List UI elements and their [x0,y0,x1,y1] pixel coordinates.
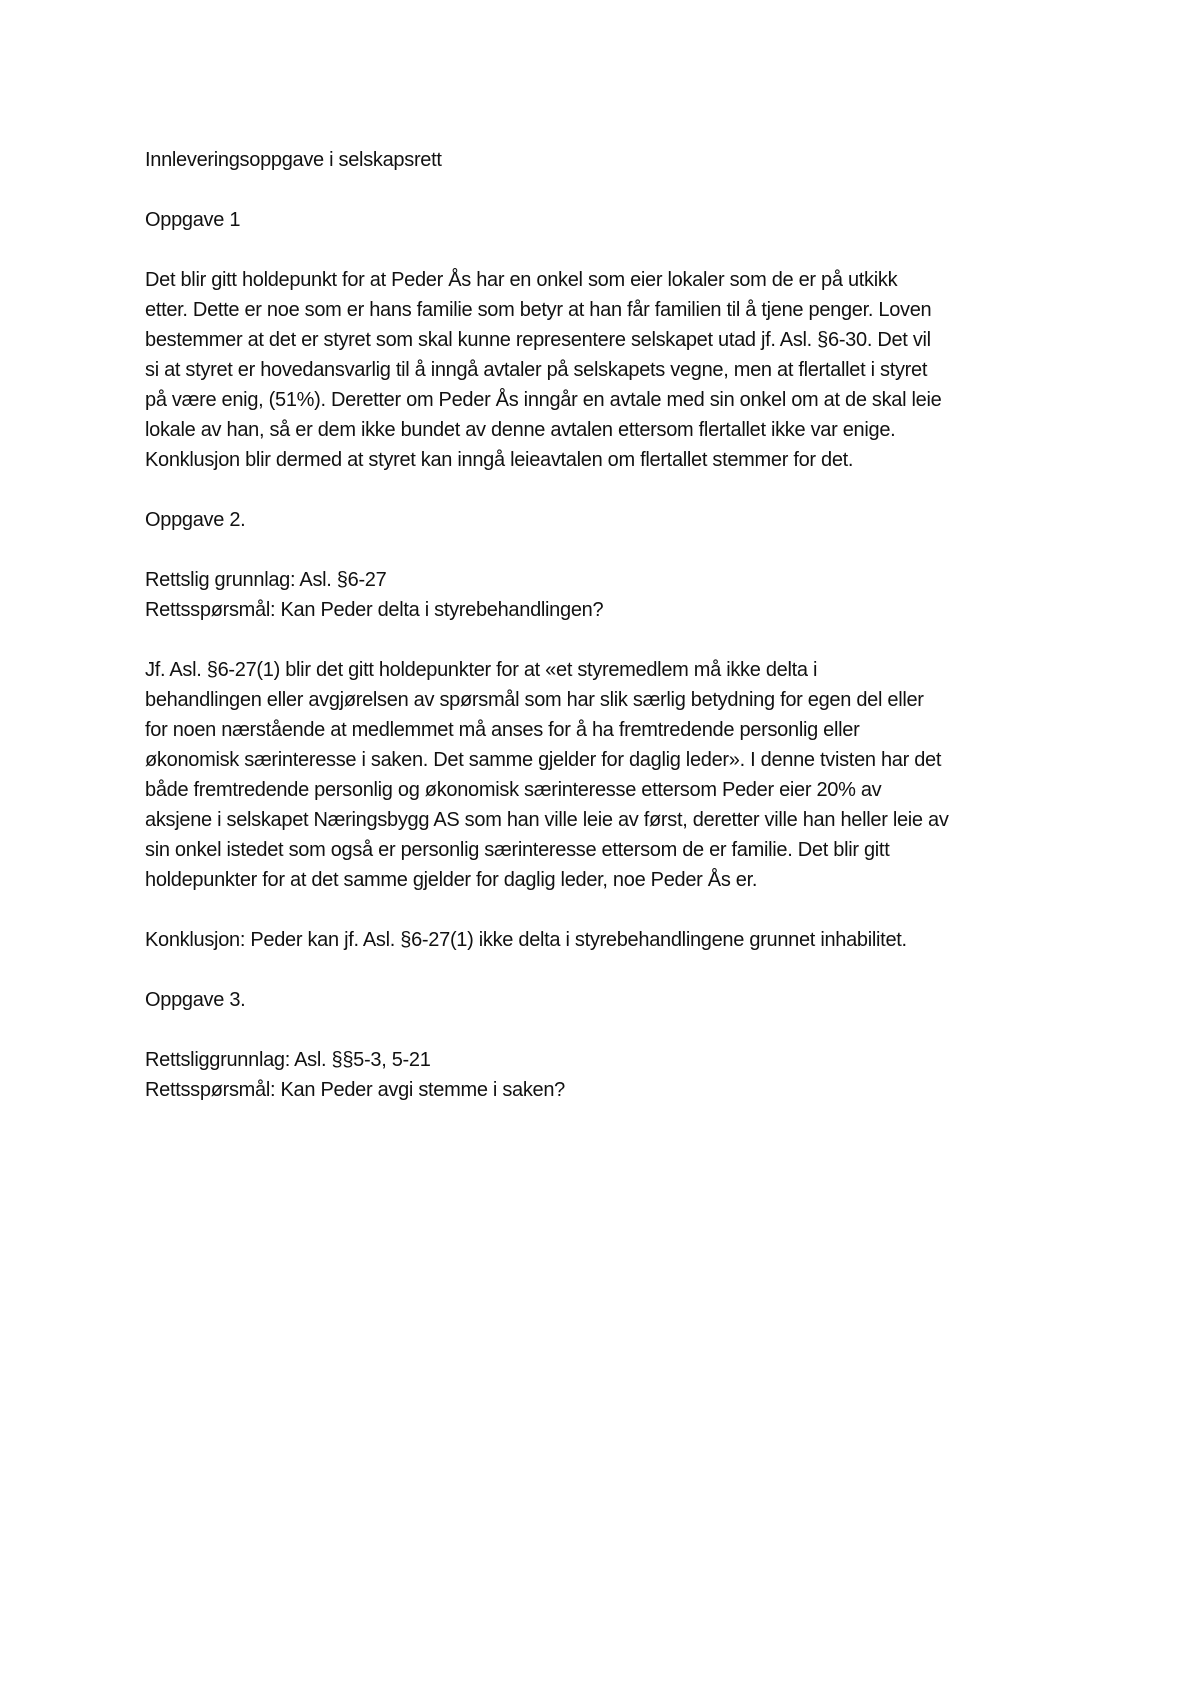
task2-paragraph [145,655,1065,895]
legal-basis: Rettslig grunnlag: Asl. §6-27 [145,569,387,591]
text-line: Det blir gitt holdepunkt for at Peder Ås har en onkel som eier lokaler som de er på utkikk [145,269,898,291]
text-line: økonomisk særinteresse i saken. Det samme gjelder for daglig leder». I denne tvisten har det [145,749,942,771]
text-line: si at styret er hovedansvarlig til å inngå avtaler på selskapets vegne, men at flertallet i styret [145,359,928,381]
text-line: etter. Dette er noe som er hans familie som betyr at han får familien til å tjene penger. Loven [145,299,932,321]
text-line: sin onkel istedet som også er personlig særinteresse ettersom de er familie. Det blir gitt [145,839,890,861]
text-line: for noen nærstående at medlemmet må anses for å ha fremtredende personlig eller [145,719,860,741]
text-line: aksjene i selskapet Næringsbygg AS som han ville leie av først, deretter ville han heller leie av [145,809,949,831]
text-line: lokale av han, så er dem ikke bundet av denne avtalen ettersom flertallet ikke var enige. [145,419,896,441]
task2-heading: Oppgave 2. [145,509,246,531]
text-line: både fremtredende personlig og økonomisk særinteresse ettersom Peder eier 20% av [145,779,882,801]
legal-basis: Rettsliggrunnlag: Asl. §§5-3, 5-21 [145,1049,431,1071]
text-line: behandlingen eller avgjørelsen av spørsmål som har slik særlig betydning for egen del eller [145,689,924,711]
text-line: på være enig, (51%). Deretter om Peder Ås inngår en avtale med sin onkel om at de skal leie [145,389,942,411]
text-line: Jf. Asl. §6-27(1) blir det gitt holdepunkter for at «et styremedlem må ikke delta i [145,659,818,681]
task3-legal-block [145,1045,1065,1105]
document-content [145,145,1065,1135]
text-line: Konklusjon blir dermed at styret kan inngå leieavtalen om flertallet stemmer for det. [145,449,854,471]
legal-question: Rettsspørsmål: Kan Peder delta i styrebehandlingen? [145,599,604,621]
task1-paragraph [145,265,1065,475]
task3-heading: Oppgave 3. [145,989,246,1011]
document-title: Innleveringsoppgave i selskapsrett [145,149,442,171]
text-line: bestemmer at det er styret som skal kunne representere selskapet utad jf. Asl. §6-30. Det vil [145,329,931,351]
task1-heading: Oppgave 1 [145,209,241,231]
task2-legal-block [145,565,1065,625]
text-line: holdepunkter for at det samme gjelder for daglig leder, noe Peder Ås er. [145,869,758,891]
task2-conclusion: Konklusjon: Peder kan jf. Asl. §6-27(1) ikke delta i styrebehandlingene grunnet inhabilitet. [145,929,907,951]
legal-question: Rettsspørsmål: Kan Peder avgi stemme i saken? [145,1079,566,1101]
